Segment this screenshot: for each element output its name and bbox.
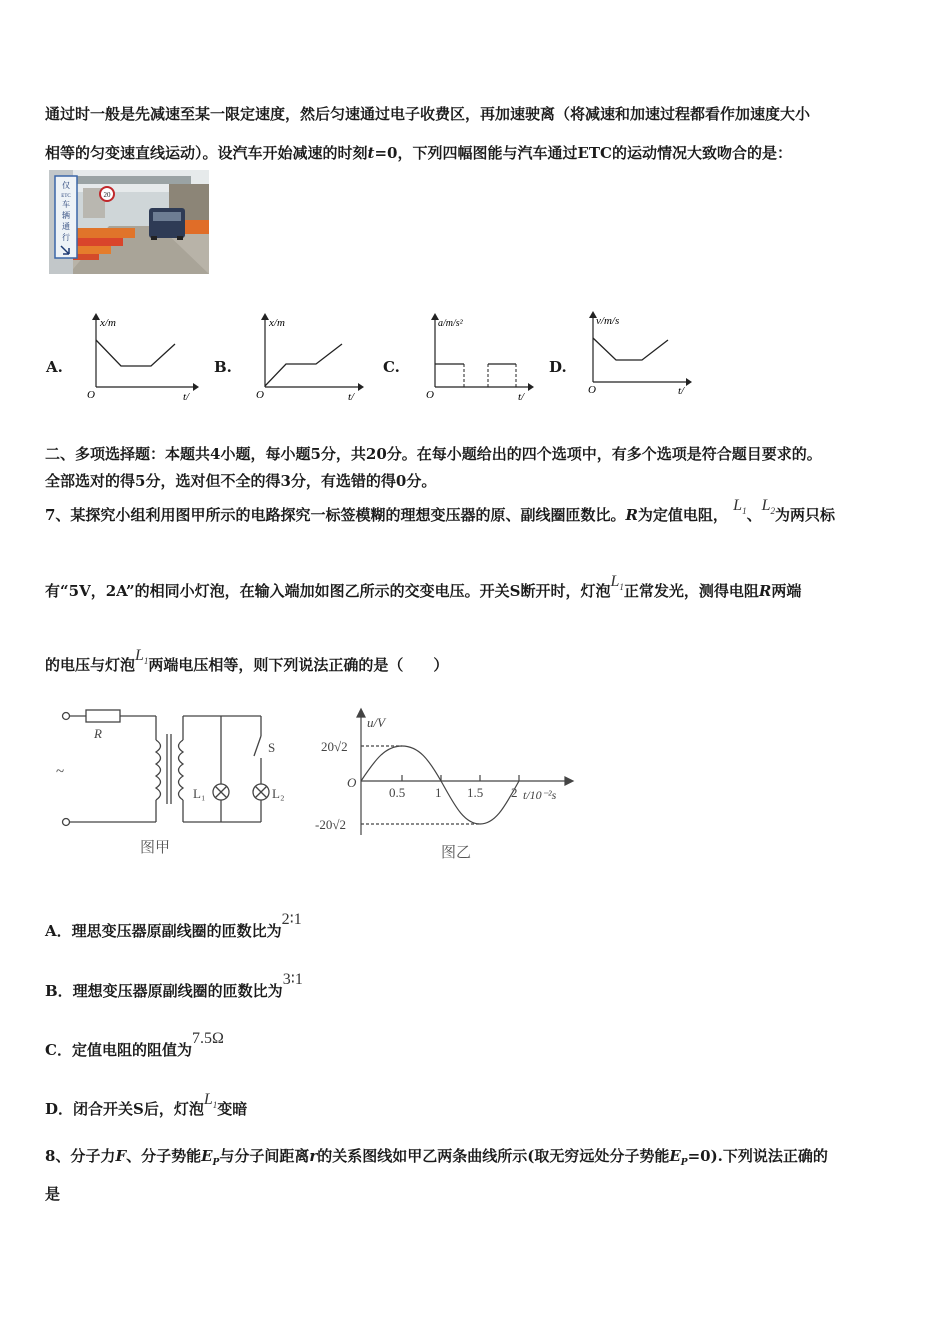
etc-toll-photo	[49, 170, 209, 274]
origin-label: O	[256, 389, 264, 401]
y-axis-label: a/m/s²	[438, 318, 463, 329]
q6-text-line1: 通过时一般是先减速至某一限定速度，然后匀速通过电子收费区，再加速驶离（将减速和加速过程都看作加速度大小	[45, 105, 811, 123]
q7-option-c-formula: 7.5Ω	[191, 1030, 224, 1047]
x-axis-label: t/	[678, 385, 685, 397]
section2-heading-line1: 二、多项选择题：本题共4小题，每小题5分，共20分。在每小题给出的四个选项中，有多个选项是符合题目要求的。	[45, 445, 822, 463]
q7-lamp-l2-symbol	[761, 497, 775, 517]
q7-option-b	[45, 971, 303, 1001]
q6-option-c-label: C.	[383, 358, 400, 376]
graph-x-axis-label: t/10⁻²s	[523, 788, 557, 802]
graph-ymax-label: 20√2	[321, 739, 348, 754]
q6-option-d-label: D.	[549, 358, 567, 376]
q6-option-a-graph	[85, 312, 200, 402]
q7-option-a-text: A．理思变压器原副线圈的匝数比为	[45, 922, 282, 940]
switch-label: S	[268, 740, 276, 755]
graph-origin-label: O	[347, 775, 357, 790]
sign-char: 车	[62, 200, 70, 209]
q7-option-c	[45, 1030, 224, 1060]
graph-y-axis-label: u/V	[367, 715, 386, 730]
lamp-l2-label: L₂	[272, 786, 285, 801]
q7-option-a-formula: 2∶1	[281, 911, 302, 928]
lamp-symbol-sub: 1	[212, 1100, 218, 1111]
q7-text-line1	[45, 497, 836, 526]
q6-text-part: 相等的匀变速直线运动）。设汽车开始减速的时刻	[45, 144, 368, 162]
q7-separator: 、	[746, 506, 762, 524]
q7-resistor-symbol: R	[758, 582, 772, 600]
x-axis-label: t/	[348, 391, 355, 402]
q7-lamp-l1-symbol	[135, 647, 149, 667]
q7-circuit-diagram	[48, 700, 298, 870]
q8-text-part: 的关系图线如甲乙两条曲线所示(取无穷远处分子势能	[317, 1147, 670, 1165]
q7-option-d-tail: 变暗	[217, 1100, 248, 1118]
q7-voltage-graph	[305, 705, 590, 870]
lamp-symbol-letter: L	[761, 497, 771, 514]
lamp-symbol-sub: 1	[619, 582, 624, 593]
q6-option-c-graph	[424, 312, 539, 402]
q8-text-part: =0).下列说法正确的	[687, 1147, 828, 1165]
q7-text-part: 正常发光，测得电阻	[623, 582, 759, 600]
q6-option-a-label: A.	[46, 358, 63, 376]
sign-char: 仅	[62, 181, 70, 190]
sign-char: ETC	[61, 194, 71, 199]
graph-ymin-label: -20√2	[315, 817, 346, 832]
q8-text-part: 8、分子力	[45, 1147, 116, 1165]
resistor-label: R	[94, 726, 102, 741]
y-axis-label: v/m/s	[596, 315, 620, 327]
q8-text-part: 、分子势能	[126, 1147, 202, 1165]
q7-resistor-symbol: R	[625, 506, 638, 524]
lamp-symbol-letter: L	[733, 497, 743, 514]
q7-option-b-text: B．理想变压器原副线圈的匝数比为	[45, 982, 283, 1000]
q6-text-line2	[45, 142, 792, 163]
q7-text-part: 的电压与灯泡	[45, 656, 136, 674]
q6-option-b-label: B.	[214, 358, 232, 376]
q7-option-a	[45, 911, 302, 941]
q7-option-c-text: C．定值电阻的阻值为	[45, 1041, 192, 1059]
q6-time-variable: t	[367, 144, 375, 162]
q7-text-part: 有“5V，2A”的相同小灯泡，在输入端加如图乙所示的交变电压。开关S断开时，灯泡	[45, 582, 611, 600]
q7-option-d	[45, 1091, 248, 1120]
q6-option-b-graph	[254, 312, 369, 402]
q7-option-b-formula: 3∶1	[282, 971, 303, 988]
lamp-l1-label: L₁	[193, 786, 206, 801]
q8-distance-symbol: r	[309, 1147, 318, 1165]
origin-label: O	[87, 389, 95, 401]
q6-option-d-graph	[582, 310, 697, 400]
origin-label: O	[588, 384, 596, 396]
lamp-symbol-sub: 1	[742, 506, 747, 517]
y-axis-label: x/m	[269, 317, 285, 329]
graph-tick-label: 1.5	[467, 785, 484, 800]
ac-source-symbol: ~	[56, 764, 65, 780]
q8-force-symbol: F	[115, 1147, 127, 1165]
x-axis-label: t/	[183, 391, 190, 402]
q8-ep-symbol	[669, 1147, 688, 1168]
graph-tick-label: 2	[511, 785, 518, 800]
section2-heading-line2: 全部选对的得5分，选对但不全的得3分，有选错的得0分。	[45, 472, 437, 490]
y-axis-label: x/m	[100, 317, 116, 329]
lamp-symbol-letter: L	[610, 573, 620, 590]
q7-lamp-l1-symbol	[733, 497, 747, 517]
graph-tick-label: 1	[435, 785, 442, 800]
q7-text-line3	[45, 647, 449, 676]
q7-text-part: 两端	[771, 582, 802, 600]
q8-text-line2: 是	[45, 1185, 61, 1203]
lamp-symbol-letter: L	[135, 647, 144, 664]
q7-text-line2	[45, 573, 802, 602]
ep-sub: P	[680, 1158, 688, 1168]
q8-text-part: 与分子间距离	[219, 1147, 310, 1165]
q7-lamp-l1-symbol	[610, 573, 624, 593]
q7-text-part: 为定值电阻，	[637, 506, 728, 524]
sign-char: 辆	[62, 211, 70, 220]
origin-label: O	[426, 389, 434, 401]
sign-char: 通	[62, 222, 70, 231]
graph-caption: 图乙	[441, 845, 472, 861]
lamp-symbol-sub: 2	[770, 506, 775, 517]
q7-option-d-text: D．闭合开关S后，灯泡	[45, 1100, 204, 1118]
q7-option-d-formula	[203, 1091, 218, 1111]
ep-sub: P	[212, 1158, 220, 1168]
ep-letter: E	[201, 1147, 213, 1165]
q8-ep-symbol	[201, 1147, 220, 1168]
q7-text-part: 两端电压相等，则下列说法正确的是（ ）	[148, 656, 449, 674]
q6-text-part: =0，下列四幅图能与汽车通过ETC的运动情况大致吻合的是：	[374, 144, 792, 162]
speed-limit-sign: 20	[103, 191, 111, 199]
q7-text-part: 7、某探究小组利用图甲所示的电路探究一标签模糊的理想变压器的原、副线圈匝数比。	[45, 506, 626, 524]
ep-letter: E	[669, 1147, 681, 1165]
q8-text-line1	[45, 1145, 828, 1168]
lamp-symbol-letter: L	[203, 1091, 213, 1108]
lamp-symbol-sub: 1	[143, 656, 149, 667]
x-axis-label: t/	[518, 391, 525, 402]
circuit-caption: 图甲	[140, 840, 171, 856]
graph-tick-label: 0.5	[389, 785, 406, 800]
q7-text-part: 为两只标	[775, 506, 836, 524]
sign-char: 行	[62, 233, 70, 242]
